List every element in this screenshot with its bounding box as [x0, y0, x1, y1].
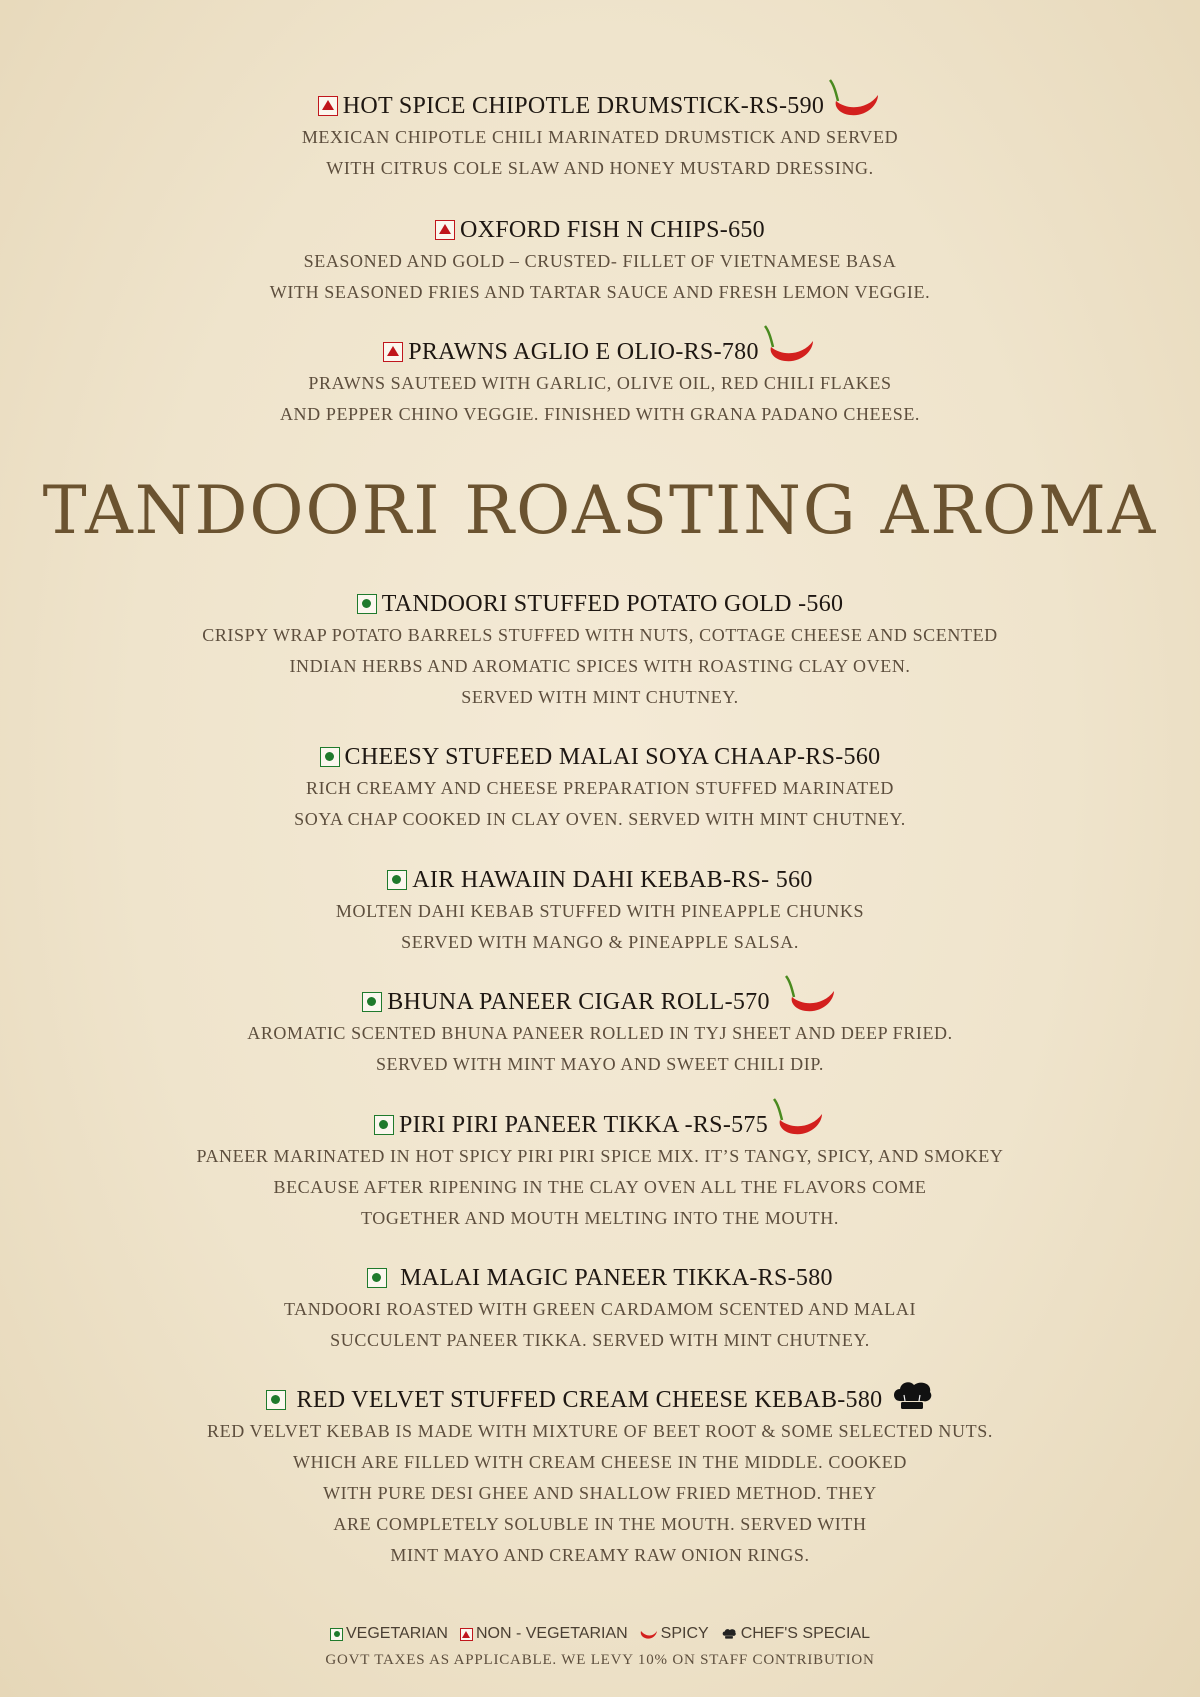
- item-title: RED VELVET STUFFED CREAM CHEESE KEBAB-580: [296, 1386, 883, 1413]
- item-description-line: AROMATIC SCENTED BHUNA PANEER ROLLED IN TYJ SHEET AND DEEP FRIED.: [247, 1023, 953, 1043]
- item-description-line: WITH CITRUS COLE SLAW AND HONEY MUSTARD DRESSING.: [326, 158, 874, 178]
- item-title: TANDOORI STUFFED POTATO GOLD -560: [381, 590, 844, 617]
- menu-item: [0, 214, 1200, 308]
- veg-icon: [330, 1628, 343, 1641]
- item-description-line: RED VELVET KEBAB IS MADE WITH MIXTURE OF BEET ROOT & SOME SELECTED NUTS.: [207, 1421, 993, 1441]
- menu-item: [0, 986, 1200, 1080]
- item-description-line: TANDOORI ROASTED WITH GREEN CARDAMOM SCENTED AND MALAI: [283, 1299, 917, 1319]
- menu-item: [0, 1384, 1200, 1571]
- item-description-line: MOLTEN DAHI KEBAB STUFFED WITH PINEAPPLE CHUNKS: [335, 901, 865, 921]
- item-description-line: PRAWNS SAUTEED WITH GARLIC, OLIVE OIL, RED CHILI FLAKES: [308, 373, 892, 393]
- menu-item: [0, 588, 1200, 713]
- item-description-line: SERVED WITH MINT CHUTNEY.: [461, 687, 739, 707]
- menu-item: [0, 336, 1200, 430]
- veg-icon: [362, 992, 382, 1012]
- chili-icon: [784, 973, 838, 1017]
- item-description-line: MEXICAN CHIPOTLE CHILI MARINATED DRUMSTICK AND SERVED: [301, 127, 899, 147]
- item-description-line: AND PEPPER CHINO VEGGIE. FINISHED WITH GRANA PADANO CHEESE.: [279, 404, 921, 424]
- section-heading: TANDOORI ROASTING AROMA: [42, 472, 1158, 549]
- veg-icon: [320, 747, 340, 767]
- item-description-line: SEASONED AND GOLD – CRUSTED- FILLET OF VIETNAMESE BASA: [303, 251, 897, 271]
- chili-icon: [763, 323, 817, 367]
- chef-hat-icon: [890, 1379, 934, 1413]
- chili-icon: [828, 77, 882, 121]
- veg-icon: [374, 1115, 394, 1135]
- item-description-line: PANEER MARINATED IN HOT SPICY PIRI PIRI SPICE MIX. IT’S TANGY, SPICY, AND SMOKEY: [196, 1146, 1004, 1166]
- item-description-line: SOYA CHAP COOKED IN CLAY OVEN. SERVED WITH MINT CHUTNEY.: [294, 809, 906, 829]
- chili-icon: [640, 1628, 658, 1640]
- veg-icon: [357, 594, 377, 614]
- item-title: HOT SPICE CHIPOTLE DRUMSTICK-RS-590: [342, 92, 825, 119]
- item-description-line: SERVED WITH MINT MAYO AND SWEET CHILI DIP.: [375, 1054, 825, 1074]
- menu-item: [0, 741, 1200, 835]
- item-description-line: SUCCULENT PANEER TIKKA. SERVED WITH MINT CHUTNEY.: [330, 1330, 870, 1350]
- non-veg-icon: [318, 96, 338, 116]
- non-veg-icon: [383, 342, 403, 362]
- item-title: CHEESY STUFEED MALAI SOYA CHAAP-RS-560: [344, 743, 881, 770]
- veg-icon: [367, 1268, 387, 1288]
- menu-item: [0, 864, 1200, 958]
- veg-icon: [387, 870, 407, 890]
- legend-label: NON - VEGETARIAN: [475, 1625, 628, 1642]
- item-description-line: WITH PURE DESI GHEE AND SHALLOW FRIED METHOD. THEY: [323, 1483, 877, 1503]
- item-description-line: MINT MAYO AND CREAMY RAW ONION RINGS.: [390, 1545, 810, 1565]
- item-title: PIRI PIRI PANEER TIKKA -RS-575: [398, 1111, 769, 1138]
- item-title: PRAWNS AGLIO E OLIO-RS-780: [408, 338, 759, 365]
- legend-label: CHEF'S SPECIAL: [740, 1625, 870, 1642]
- non-veg-icon: [435, 220, 455, 240]
- menu-item: [0, 90, 1200, 184]
- legend-label: SPICY: [660, 1625, 709, 1642]
- item-title: OXFORD FISH N CHIPS-650: [460, 216, 765, 243]
- item-description-line: SERVED WITH MANGO & PINEAPPLE SALSA.: [401, 932, 799, 952]
- item-description-line: INDIAN HERBS AND AROMATIC SPICES WITH ROASTING CLAY OVEN.: [289, 656, 911, 676]
- item-description-line: TOGETHER AND MOUTH MELTING INTO THE MOUTH.: [360, 1208, 839, 1228]
- item-description-line: ARE COMPLETELY SOLUBLE IN THE MOUTH. SERVED WITH: [333, 1514, 867, 1534]
- item-title: MALAI MAGIC PANEER TIKKA-RS-580: [400, 1264, 833, 1291]
- item-description-line: WITH SEASONED FRIES AND TARTAR SAUCE AND FRESH LEMON VEGGIE.: [269, 282, 931, 302]
- tax-footer: GOVT TAXES AS APPLICABLE. WE LEVY 10% ON STAFF CONTRIBUTION: [325, 1652, 875, 1668]
- item-title: BHUNA PANEER CIGAR ROLL-570: [387, 988, 770, 1015]
- veg-icon: [266, 1390, 286, 1410]
- legend-label: VEGETARIAN: [346, 1625, 448, 1642]
- legend-non-vegetarian: [460, 1625, 628, 1643]
- item-description-line: CRISPY WRAP POTATO BARRELS STUFFED WITH NUTS, COTTAGE CHEESE AND SCENTED: [202, 625, 998, 645]
- legend-vegetarian: [330, 1625, 448, 1643]
- item-title: AIR HAWAIIN DAHI KEBAB-RS- 560: [412, 866, 813, 893]
- menu-item: [0, 1109, 1200, 1234]
- chili-icon: [772, 1096, 826, 1140]
- legend: [0, 1625, 1200, 1643]
- legend-spicy: [640, 1625, 709, 1643]
- legend-chef-special: [721, 1625, 870, 1643]
- item-description-line: RICH CREAMY AND CHEESE PREPARATION STUFFED MARINATED: [306, 778, 894, 798]
- chef-hat-icon: [721, 1628, 737, 1640]
- non-veg-icon: [460, 1628, 473, 1641]
- item-description-line: BECAUSE AFTER RIPENING IN THE CLAY OVEN ALL THE FLAVORS COME: [273, 1177, 927, 1197]
- menu-item: [0, 1262, 1200, 1356]
- item-description-line: WHICH ARE FILLED WITH CREAM CHEESE IN THE MIDDLE. COOKED: [293, 1452, 907, 1472]
